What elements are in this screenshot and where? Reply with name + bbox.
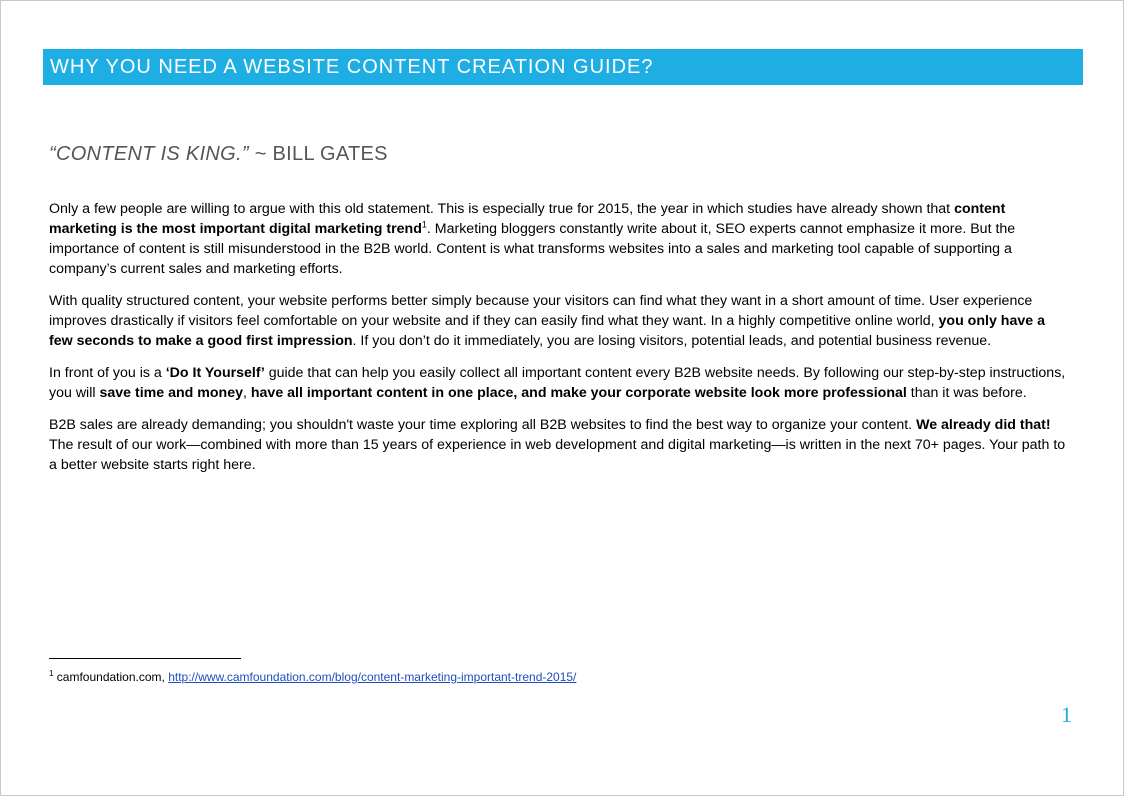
paragraph-2-bold-a: you only have a few seconds to make a good first impression bbox=[49, 313, 1045, 349]
quote-text: “CONTENT IS KING.” bbox=[49, 143, 249, 165]
paragraph-4-text-a: B2B sales are already demanding; you shouldn't waste your time exploring all B2B websites to find the best way to organize your content. bbox=[49, 417, 917, 433]
paragraph-1-text-a: Only a few people are willing to argue with this old statement. This is especially true for 2015, the year in which studies have already shown that bbox=[49, 201, 955, 217]
section-title: WHY YOU NEED A WEBSITE CONTENT CREATION GUIDE? bbox=[50, 56, 654, 78]
paragraph-3 bbox=[49, 363, 1071, 403]
paragraph-3-bold-a: ‘Do It Yourself’ bbox=[165, 365, 265, 381]
footnote-link[interactable]: http://www.camfoundation.com/blog/content-marketing-important-trend-2015/ bbox=[168, 670, 577, 684]
page-number: 1 bbox=[1061, 702, 1072, 727]
paragraph-3-text-c: , bbox=[242, 385, 251, 401]
footnote bbox=[49, 670, 576, 684]
footnote-separator bbox=[49, 658, 241, 659]
paragraph-4-bold-a: We already did that! bbox=[916, 417, 1051, 433]
paragraph-4 bbox=[49, 415, 1071, 475]
body-text bbox=[49, 199, 1071, 487]
paragraph-3-bold-b: save time and money bbox=[99, 385, 243, 401]
quote-attribution: ~ BILL GATES bbox=[248, 143, 388, 165]
paragraph-1-text-b: . Marketing bloggers constantly write about it, SEO experts cannot emphasize it more. But the importance of content is still misunderstood in the B2B world. Content is what transforms websites into a sales and marketing tool capable of supporting a company’s current sales and marketing efforts. bbox=[49, 221, 1016, 277]
footnote-marker: 1 bbox=[49, 669, 54, 678]
paragraph-3-bold-c: have all important content in one place, and make your corporate website look more professional bbox=[250, 385, 907, 401]
paragraph-3-text-d: than it was before. bbox=[906, 385, 1027, 401]
paragraph-2-text-b: . If you don’t do it immediately, you are losing visitors, potential leads, and potential business revenue. bbox=[352, 333, 992, 349]
quote-heading bbox=[49, 143, 388, 166]
paragraph-4-text-b: The result of our work—combined with more than 15 years of experience in web development and digital marketing—is written in the next 70+ pages. Your path to a better website starts right here. bbox=[49, 437, 1066, 473]
paragraph-1-bold-a: content marketing is the most important digital marketing trend bbox=[49, 201, 1006, 237]
footnote-reference: 1 bbox=[421, 219, 427, 230]
footnote-source: camfoundation.com, bbox=[53, 670, 169, 684]
paragraph-2 bbox=[49, 291, 1071, 351]
paragraph-3-text-a: In front of you is a bbox=[49, 365, 166, 381]
paragraph-1 bbox=[49, 199, 1071, 279]
paragraph-2-text-a: With quality structured content, your website performs better simply because your visitors can find what they want in a short amount of time. User experience improves drastically if visitors feel comfortable on your website and if they can easily find what they want. In a highly competitive online world, bbox=[49, 293, 1033, 329]
section-title-banner bbox=[43, 49, 1083, 85]
paragraph-3-text-b: guide that can help you easily collect all important content every B2B website needs. By following our step-by-step instructions, you will bbox=[49, 365, 1066, 401]
